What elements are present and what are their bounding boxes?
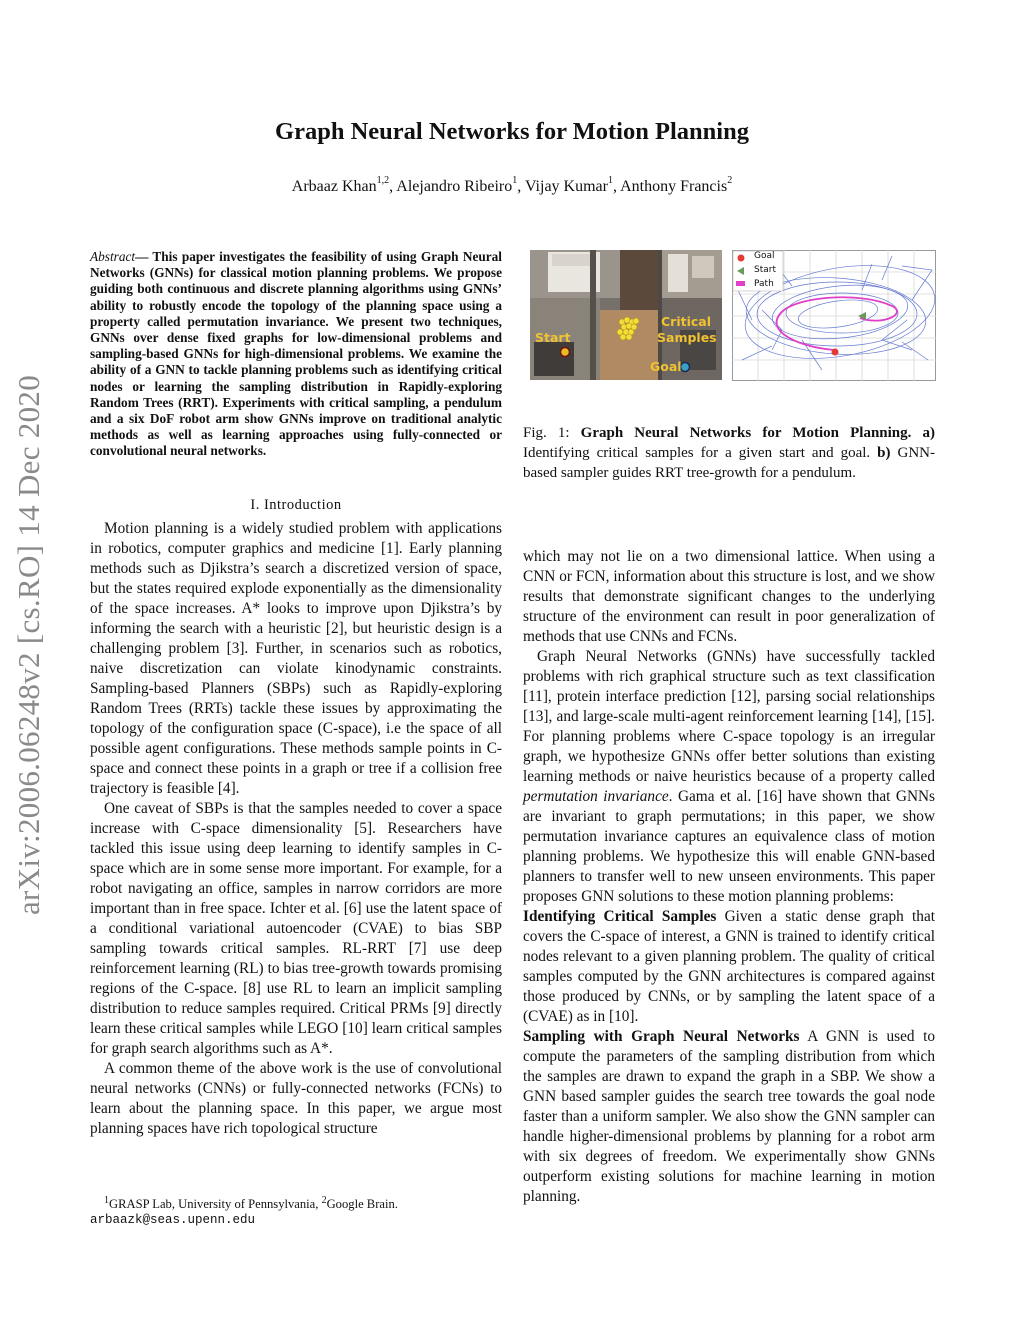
section-heading-introduction: I. Introduction — [250, 497, 342, 513]
italic-term: permutation invariance — [523, 788, 669, 805]
legend-goal: Goal — [754, 251, 775, 261]
author-name: Anthony Francis — [620, 178, 728, 195]
right-column-body — [523, 547, 935, 1207]
paragraph — [523, 1027, 935, 1207]
footnote-affiliation-2: Google Brain. — [326, 1197, 398, 1211]
critical-label: Critical — [661, 314, 712, 329]
author-affiliation: 2 — [727, 175, 733, 186]
paragraph: Motion planning is a widely studied problem with applications in robotics, computer graphics and medicine [1]. Early planning methods such as Djikstra’s search a discretized version of space, but the states required explode exponentially as the dimensionality of the space increases. A* looks to improve upon Djikstra’s by informing the search with a heuristic [2], but heuristic design is a challenging problem [3]. Further, in scenarios such as robotics, naive discretization can violate kinodynamic constraints. Sampling-based Planners (SBPs) such as Rapidly-exploring Random Trees (RRTs) tackle these issues by approximating the topology of the configuration space (C-space), i.e the space of all possible agent configurations. These methods sample points in C-space and connect these points in a graph or tree if a collision free trajectory is feasible [4]. — [90, 520, 502, 797]
abstract-label: Abstract — [90, 249, 136, 264]
paragraph-text: . Gama et al. [16] have shown that GNNs are invariant to graph permutations; in this paper, we show permutation invariance captures an equivalence class of motion planning problems. We hypothesize this will enable GNN-based planners to transfer well to new unseen environments. This paper proposes GNN solutions to these motion planning problems: — [523, 788, 935, 905]
samples-label: Samples — [657, 330, 717, 345]
figure-panel-a — [530, 250, 722, 380]
abstract-text: — This paper investigates the feasibility of using Graph Neural Networks (GNNs) for classical motion planning problems. We propose guiding both continuous and discrete planning algorithms using GNNs’ ability to robustly encode the topology of the planning space using a property called permutation invariance. We present two techniques, GNNs over dense fixed graphs for low-dimensional problems and sampling-based GNNs for high-dimensional problems. We examine the ability of a GNN to tackle planning problems such as identifying critical nodes or learning the sampling distribution in Rapidly-exploring Random Trees (RRT). Experiments with critical sampling, a pendulum and a six DoF robot arm show GNNs improve on traditional analytic methods as well as learning approaches using fully-connected or convolutional neural networks. — [90, 249, 502, 459]
paragraph — [523, 907, 935, 1027]
author-name: Vijay Kumar — [524, 178, 608, 195]
arxiv-id: arXiv:2006.06248v2 [cs.RO] 14 Dec 2020 — [11, 374, 46, 916]
author-name: Arbaaz Khan — [291, 178, 377, 195]
footnote-mark: 2 — [321, 1195, 327, 1206]
bold-term: Sampling with Graph Neural Networks — [523, 1028, 800, 1045]
figure-caption — [523, 423, 935, 483]
author-name: Alejandro Ribeiro — [396, 178, 513, 195]
footnote-rule — [90, 1188, 170, 1189]
author-list: Arbaaz Khan$^{1,2}$, Alejandro Ribeiro$^1$, Vijay Kumar$^1$, Anthony Francis$^2$ — [291, 175, 733, 195]
caption-prefix: Fig. 1: — [523, 425, 570, 441]
arxiv-stamp — [12, 350, 46, 940]
paragraph-text: Graph Neural Networks (GNNs) have successfully tackled problems with rich graphical structure such as text classification [11], protein interface prediction [12], parsing social relationships [13], and large-scale multi-agent reinforcement learning [14], [15]. For planning problems where C-space topology is an irregular graph, we hypothesize GNNs offer better solutions than existing learning methods or naive heuristics because of a property called — [523, 648, 935, 785]
author-affiliation: 1 — [607, 175, 613, 186]
introduction-body — [90, 519, 502, 1139]
author-affiliation: 1,2 — [376, 175, 390, 186]
caption-b: GNN-based sampler guides RRT tree-growth for a pendulum. — [523, 445, 935, 481]
paper-title: Graph Neural Networks for Motion Planning — [275, 118, 749, 145]
paragraph: One caveat of SBPs is that the samples needed to cover a space increase with C-space dimensionality [5]. Researchers have tackled this issue using deep learning to identify samples in C-space which are in some sense more important. For example, for a robot navigating an office, samples in narrow corridors are more important than in free space. Ichter et al. [6] use the latent space of a conditional variational autoencoder (CVAE) to bias SBP sampling towards critical samples. RL-RRT [7] use deep reinforcement learning (RL) to bias tree-growth towards promising regions of the C-space. [8] use RL to learn an implicit sampling distribution to reduce samples required. Critical PRMs [9] directly learn these critical samples while LEGO [10] learn critical samples for graph search algorithms such as A*. — [90, 800, 502, 1057]
bold-term: Identifying Critical Samples — [523, 908, 717, 925]
footnote — [90, 1196, 502, 1228]
footnote-affiliation: GRASP Lab, University of Pennsylvania, — [109, 1197, 319, 1211]
abstract — [90, 249, 502, 460]
legend-path: Path — [754, 279, 774, 289]
caption-a: Identifying critical samples for a given start and goal. — [523, 445, 871, 461]
start-label: Start — [535, 330, 571, 345]
author-affiliation: 1 — [512, 175, 518, 186]
figure-panel-b — [732, 250, 936, 381]
legend-start: Start — [754, 265, 776, 275]
goal-label: Goal — [650, 359, 682, 374]
paragraph — [523, 647, 935, 907]
footnote-mark: 1 — [104, 1195, 109, 1206]
caption-title: Graph Neural Networks for Motion Planning. a) — [580, 425, 935, 441]
paragraph-text: A GNN is used to compute the parameters of the sampling distribution from which the samples are drawn to expand the graph in a SBP. We show a GNN based sampler guides the search tree towards the goal node faster than a uniform sampler. We also show the GNN sampler can handle higher-dimensional problems by planning for a robot arm with six degrees of freedom. We experimentally show GNNs outperform existing solutions for machine learning in motion planning. — [523, 1028, 936, 1205]
paragraph: which may not lie on a two dimensional lattice. When using a CNN or FCN, information about this structure is lost, and we show results that demonstrate significant changes to the underlying structure of the environment can result in poor generalization of methods that use CNNs and FCNs. — [523, 548, 935, 645]
caption-b-label: b) — [877, 445, 891, 461]
paragraph: A common theme of the above work is the use of convolutional neural networks (CNNs) or fully-connected networks (FCNs) to learn about the planning space. In this paper, we argue most planning spaces have rich topological structure — [90, 1060, 502, 1137]
paragraph-text: Given a static dense graph that covers the C-space of interest, a GNN is trained to identify critical nodes relevant to a given planning problem. The quality of critical samples computed by the GNN architectures is compared against those produced by CNNs, or by sampling the latent space of a (CVAE) as in [10]. — [523, 908, 935, 1025]
footnote-email: arbaazk@seas.upenn.edu — [90, 1213, 256, 1227]
